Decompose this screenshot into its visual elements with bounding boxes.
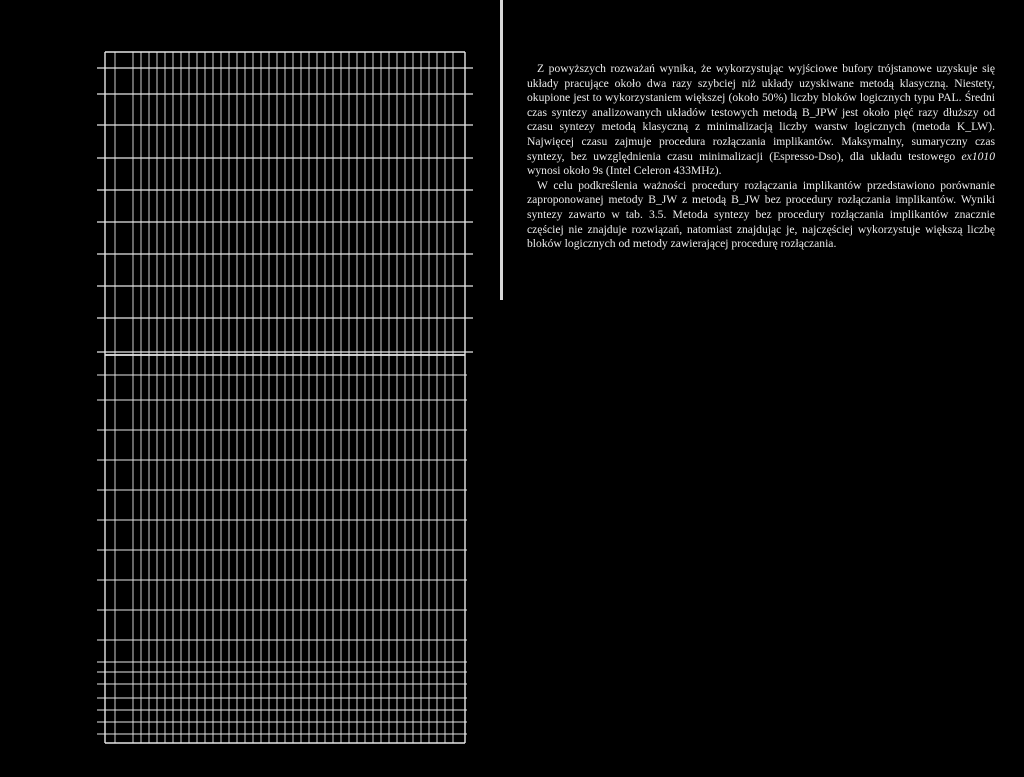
paragraph-1-text: Z powyższych rozważań wynika, że wykorzystując wyjściowe bufory trójstanowe uzyskuje się układy pracujące około dwa razy szybciej niż układy uzyskiwane metodą klasyczną. Niestety, okupione jest to wykorzystaniem większej (około 50%) liczby bloków logicznych typu PAL. Średni czas syntezy analizowanych układów testowych metodą B_JPW jest około pięć razy dłuższy od czasu syntezy metodą klasyczną z minimalizacją liczby warstw logicznych (metoda K_LW). Najwięcej czasu zajmuje procedura rozłączania implikantów. Maksymalny, sumaryczny czas syntezy, bez uwzględnienia czasu minimalizacji (Espresso-Dso), dla układu testowego — [527, 62, 995, 163]
paragraph-2: W celu podkreślenia ważności procedury rozłączania implikantów przedstawiono porównanie zaproponowanej metody B_JW z metodą B_JW bez procedury rozłączania implikantów. Wyniki syntezy zawarto w tab. 3.5. Metoda syntezy bez procedury rozłączania implikantów znacznie częściej nie znajduje rozwiązań, natomiast znajdując je, najczęściej wykorzystuje większą liczbę bloków logicznych od metody zawierającej procedurę rozłączania. — [527, 178, 995, 251]
paragraph-1-text-end: wynosi około 9s (Intel Celeron 433MHz). — [527, 164, 722, 178]
paragraph-1-emphasis: ex1010 — [961, 149, 995, 163]
page-gutter-divider — [500, 0, 503, 300]
grid-lines — [95, 50, 475, 745]
body-text — [527, 62, 995, 252]
table-grid-bleed-through — [95, 50, 475, 745]
paragraph-1 — [527, 62, 995, 179]
